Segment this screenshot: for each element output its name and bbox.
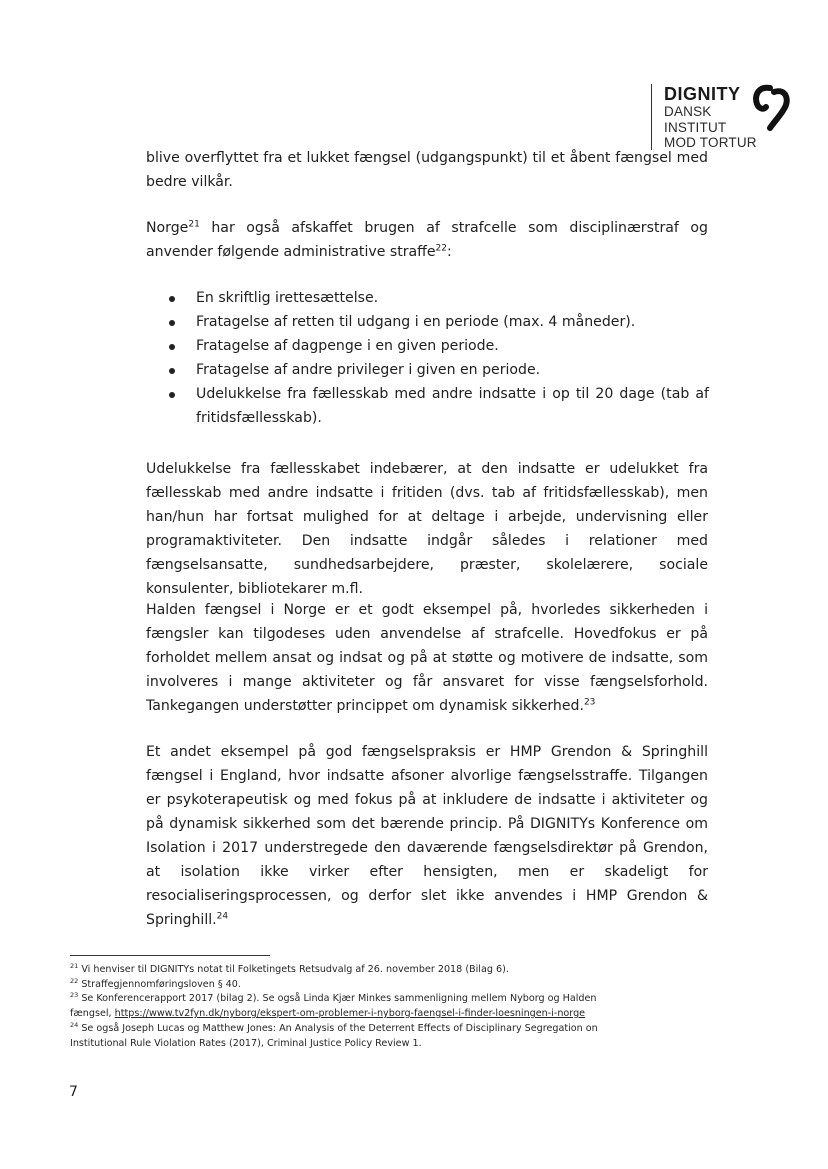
bullet-icon bbox=[169, 296, 175, 302]
paragraph-5: Et andet eksempel på god fængselspraksis er HMP Grendon & Springhill fængsel i England, hvor indsatte afsoner alvorlige fængselsstraffe. Tilgangen er psykoterapeutisk og med fokus på at inkludere de indsatte i aktiviteter og på dynamisk sikkerhed som det bærende princip. På DIGNITYs Konference om Isolation i 2017 understregede den daværende fængselsdirektør på Grendon, at isolation ikke virker efter hensigten, men er skadeligt for resocialiseringsprocessen, og derfor slet ikke anvendes i HMP Grendon & Springhill.$^{24}$ bbox=[146, 744, 708, 928]
bullet-icon bbox=[169, 392, 175, 398]
list-item: Fratagelse af retten til udgang i en periode (max. 4 måneder). bbox=[169, 310, 709, 334]
paragraph-4: Halden fængsel i Norge er et godt eksempel på, hvorledes sikkerheden i fængsler kan tilgodeses uden anvendelse af strafcelle. Hovedfokus er på forholdet mellem ansat og indsat og på at støtte og motivere de indsatte, som involveres i mange aktiviteter og får ansvaret for visse fængselsforhold. Tankegangen understøtter princippet om dynamisk sikkerhed.$^{23}$ bbox=[146, 602, 708, 714]
footnote-divider bbox=[70, 955, 270, 956]
footnote-24: $^{24}$ Se også Joseph Lucas og Matthew Jones: An Analysis of the Deterrent Effects of Disciplinary Segregation on Institutional Rule Violation Rates (2017), Criminal Justice Policy Review 1. bbox=[70, 1020, 598, 1049]
footnote-ref-21: 21 bbox=[188, 219, 200, 230]
bullet-icon bbox=[169, 344, 175, 350]
page-number: 7 bbox=[69, 1084, 78, 1100]
bullet-icon bbox=[169, 368, 175, 374]
dignity-logo bbox=[651, 84, 757, 150]
logo-title: DIGNITY bbox=[664, 84, 741, 104]
list-item: En skriftlig irettesættelse. bbox=[169, 286, 709, 310]
footnote-21: $^{21}$ Vi henviser til DIGNITYs notat til Folketingets Retsudvalg af 26. november 2018 (Bilag 6). bbox=[70, 961, 509, 975]
list-item: Fratagelse af dagpenge i en given periode. bbox=[169, 334, 709, 358]
footnote-ref-22: 22 bbox=[435, 243, 447, 254]
paragraph-3: Udelukkelse fra fællesskabet indebærer, at den indsatte er udelukket fra fællesskab med andre indsatte i fritiden (dvs. tab af fritidsfællesskab), men han/hun har fortsat mulighed for at deltage i arbejde, undervisning eller programaktiviteter. Den indsatte indgår således i relationer med fængselsansatte, sundhedsarbejdere, præster, skolelærere, sociale konsulenter, bibliotekarer m.fl. bbox=[146, 461, 708, 597]
footnote-23: $^{23}$ Se Konferencerapport 2017 (bilag 2). Se også Linda Kjær Minkes sammenligning mellem Nyborg og Halden fængsel, https://www.tv2fyn.dk/nyborg/ekspert-om-problemer-i-nyborg-faengsel-i-finder-loesningen-i-norge bbox=[70, 991, 597, 1020]
penalty-list bbox=[169, 286, 709, 430]
footnote-ref-23: 23 bbox=[583, 697, 596, 708]
logo-line-2: INSTITUT bbox=[664, 119, 727, 135]
logo-line-3: MOD TORTUR bbox=[664, 135, 757, 150]
paragraph-1: blive overflyttet fra et lukket fængsel (udgangspunkt) til et åbent fængsel med bedre vilkår. bbox=[146, 150, 708, 190]
footnote-22: $^{22}$ Straffegjennomføringsloven § 40. bbox=[70, 976, 241, 990]
logo-line-1: DANSK bbox=[664, 104, 712, 119]
list-item: Fratagelse af andre privileger i given en periode. bbox=[169, 358, 709, 382]
bullet-icon bbox=[169, 320, 175, 326]
paragraph-2: Norge$^{21}$ har også afskaffet brugen af strafcelle som disciplinærstraf og anvender følgende administrative straffe$^{22}$: bbox=[146, 219, 708, 260]
list-item: Udelukkelse fra fællesskab med andre indsatte i op til 20 dage (tab af fritidsfællesskab). bbox=[169, 382, 709, 430]
footnote-ref-24: 24 bbox=[216, 911, 229, 922]
footnotes bbox=[70, 963, 635, 1051]
dignity-mark-icon bbox=[748, 82, 792, 132]
footnote-link[interactable]: https://www.tv2fyn.dk/nyborg/ekspert-om-problemer-i-nyborg-faengsel-i-finder-loesningen-i-norge bbox=[114, 1008, 586, 1020]
